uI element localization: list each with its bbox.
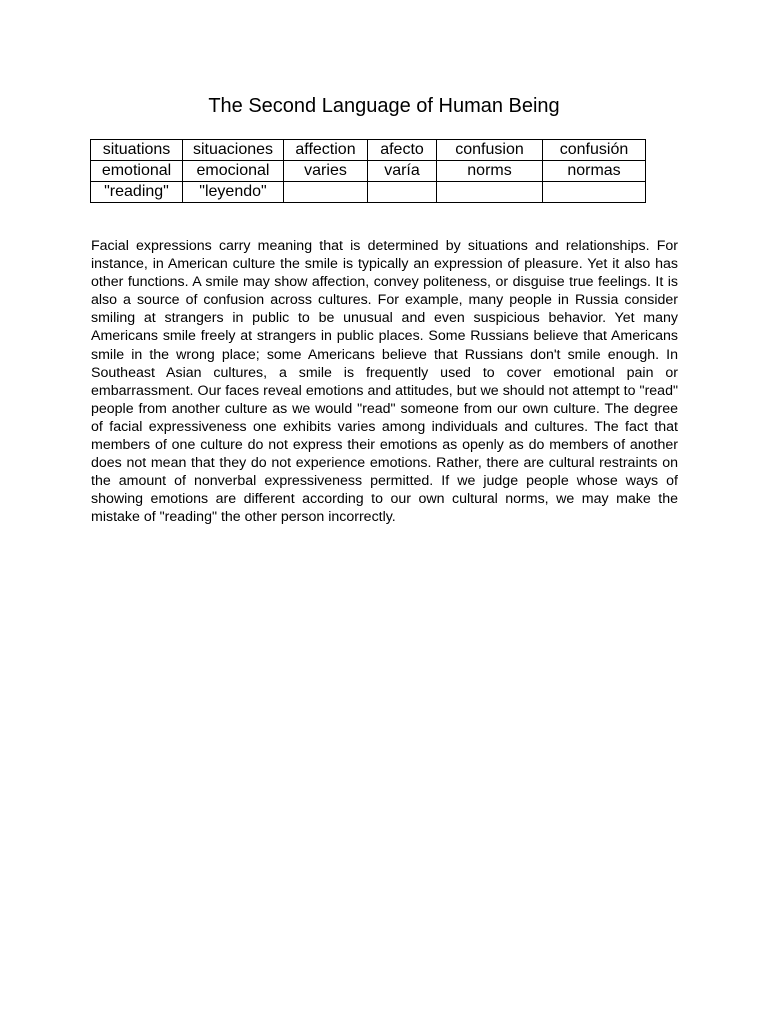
table-row xyxy=(91,140,646,161)
page-title: The Second Language of Human Being xyxy=(208,95,560,117)
vocabulary-table xyxy=(90,139,646,203)
table-cell xyxy=(284,182,368,203)
body-paragraph: Facial expressions carry meaning that is determined by situations and relationships. For instance, in American culture the smile is typically an expression of pleasure. Yet it also has other functions. A smile may show affection, convey politeness, or disguise true feelings. It is also a source of confusion across cultures. For example, many people in Russia consider smiling at strangers in public to be unusual and even suspicious behavior. Yet many Americans smile freely at strangers in public places. Some Russians believe that Americans smile in the wrong place; some Americans believe that Russians don't smile enough. In Southeast Asian cultures, a smile is frequently used to cover emotional pain or embarrassment. Our faces reveal emotions and attitudes, but we should not attempt to "read" people from another culture as we would "read" someone from our own culture. The degree of facial expressiveness one exhibits varies among individuals and cultures. The fact that members of one culture do not express their emotions as openly as do members of another does not mean that they do not experience emotions. Rather, there are cultural restraints on the amount of nonverbal expressiveness permitted. If we judge people whose ways of showing emotions are different according to our own cultural norms, we may make the mistake of "reading" the other person incorrectly. xyxy=(91,238,678,526)
table-cell: normas xyxy=(543,161,646,182)
table-cell xyxy=(368,182,437,203)
table-cell xyxy=(437,182,543,203)
table-cell: afecto xyxy=(368,140,437,161)
table-cell: emotional xyxy=(91,161,183,182)
table-row xyxy=(91,182,646,203)
table-cell: "leyendo" xyxy=(183,182,284,203)
table-cell: confusion xyxy=(437,140,543,161)
table-cell: affection xyxy=(284,140,368,161)
table-cell xyxy=(543,182,646,203)
table-row xyxy=(91,161,646,182)
table-cell: situaciones xyxy=(183,140,284,161)
table-cell: norms xyxy=(437,161,543,182)
table-cell: varía xyxy=(368,161,437,182)
table-cell: situations xyxy=(91,140,183,161)
table-cell: confusión xyxy=(543,140,646,161)
table-cell: emocional xyxy=(183,161,284,182)
table-cell: "reading" xyxy=(91,182,183,203)
table-cell: varies xyxy=(284,161,368,182)
